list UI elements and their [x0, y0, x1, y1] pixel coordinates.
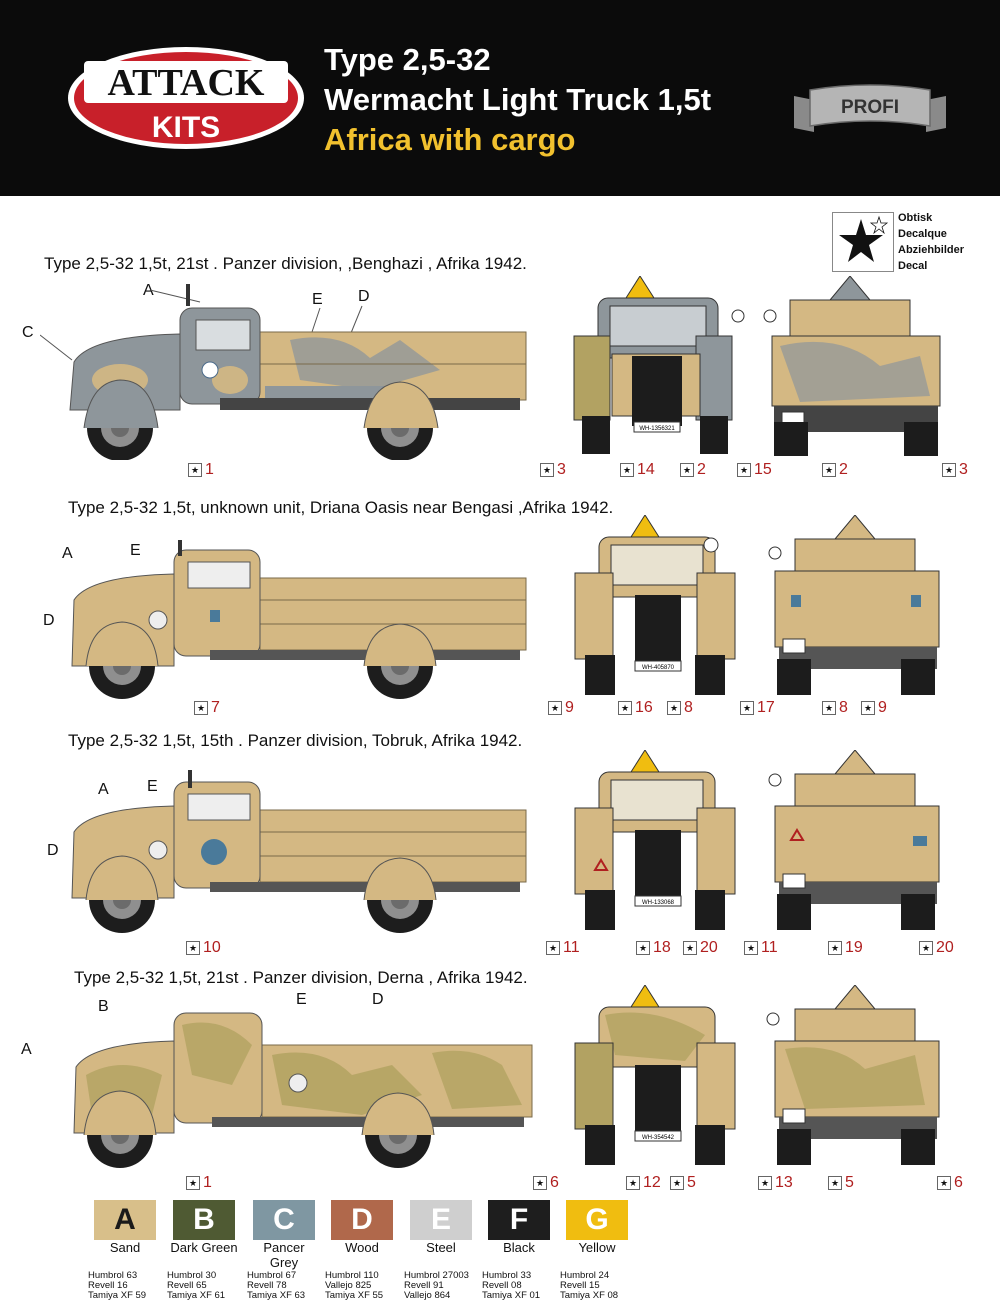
- decal-number: 20: [936, 939, 954, 956]
- title-vehicle: Wermacht Light Truck 1,5t: [324, 82, 712, 117]
- paint-code: Humbrol 30: [167, 1270, 217, 1281]
- swatch-a: A: [94, 1200, 156, 1240]
- scheme-2-side-view: [60, 540, 540, 705]
- decal-number: 17: [757, 699, 775, 716]
- swatch-f: F: [488, 1200, 550, 1240]
- swatch-c: C: [253, 1200, 315, 1240]
- swatch-name-c: Pancer Grey: [263, 1240, 305, 1270]
- swatch-name-d: Wood: [345, 1240, 379, 1255]
- scheme-3-front-plate: WH-133068: [641, 900, 675, 906]
- decal-number: 9: [565, 699, 574, 716]
- profi-badge: [790, 82, 950, 144]
- decal-number: 13: [775, 1174, 793, 1191]
- scheme-3-decal-10: ★ 10: [186, 939, 221, 957]
- decal-number: 5: [687, 1174, 696, 1191]
- scheme-3-rear-view: [765, 750, 945, 930]
- paint-code: Humbrol 110: [325, 1270, 379, 1281]
- scheme-4-letter-e: E: [296, 991, 307, 1008]
- decal-number: 11: [761, 939, 778, 956]
- title-type: Type 2,5-32: [324, 42, 491, 77]
- paint-code: Humbrol 63: [88, 1270, 138, 1281]
- paint-codes-c: [247, 1271, 323, 1301]
- decal-number: 3: [557, 461, 566, 478]
- paint-code: Revell 08: [482, 1280, 522, 1291]
- swatch-g: G: [566, 1200, 628, 1240]
- swatch-name-b: Dark Green: [170, 1240, 238, 1255]
- decal-number: 8: [839, 699, 848, 716]
- paint-code: Revell 78: [247, 1280, 287, 1291]
- swatch-e: E: [410, 1200, 472, 1240]
- scheme-4-decal-13: ★ 13: [758, 1174, 793, 1192]
- profi-label: PROFI: [840, 97, 900, 118]
- paint-codes-a: [88, 1271, 164, 1301]
- paint-code: Tamiya XF 61: [167, 1290, 226, 1301]
- decal-legend-fr: Decalque: [898, 228, 947, 240]
- decal-legend-de: Abziehbilder: [898, 244, 965, 256]
- decal-number: 2: [697, 461, 706, 478]
- paint-code: Vallejo 864: [404, 1290, 451, 1301]
- scheme-1-side-view: [40, 280, 540, 460]
- paint-code: Humbrol 27003: [404, 1270, 469, 1281]
- scheme-4-decal-5-front: ★ 5: [670, 1174, 696, 1192]
- scheme-1-decal-14: ★ 14: [620, 461, 655, 479]
- decal-number: 1: [203, 1174, 212, 1191]
- decal-number: 20: [700, 939, 718, 956]
- scheme-3-decal-18: ★ 18: [636, 939, 671, 957]
- paint-codes-b: [167, 1271, 243, 1301]
- scheme-3-caption: Type 2,5-32 1,5t, 15th . Panzer division, Tobruk, Afrika 1942.: [68, 731, 523, 750]
- decal-number: 2: [839, 461, 848, 478]
- paint-code: Tamiya XF 01: [482, 1290, 541, 1301]
- scheme-1-decal-2-rear: ★ 2: [822, 461, 848, 479]
- paint-code: Revell 65: [167, 1280, 207, 1291]
- swatch-d: D: [331, 1200, 393, 1240]
- paint-code: Humbrol 33: [482, 1270, 532, 1281]
- scheme-2-decal-7: ★ 7: [194, 699, 220, 717]
- decal-number: 10: [203, 939, 221, 956]
- decal-number: 5: [845, 1174, 854, 1191]
- decal-star-icon: [832, 212, 894, 272]
- decal-number: 15: [754, 461, 772, 478]
- scheme-4-decal-6-rear: ★ 6: [937, 1174, 963, 1192]
- scheme-3-decal-11-rear: ★ 11: [744, 939, 778, 957]
- scheme-1-decal-2-front: ★ 2: [680, 461, 706, 479]
- paint-code: Revell 91: [404, 1280, 444, 1291]
- decal-number: 14: [637, 461, 655, 478]
- decal-number: 3: [959, 461, 968, 478]
- paint-codes-g: [560, 1271, 636, 1301]
- scheme-1-caption: Type 2,5-32 1,5t, 21st . Panzer division, ,Benghazi , Afrika 1942.: [44, 254, 527, 273]
- scheme-2-decal-8-rear: ★ 8: [822, 699, 848, 717]
- swatch-name-f: Black: [503, 1240, 535, 1255]
- scheme-2-letter-d: D: [43, 612, 55, 629]
- decal-number: 19: [845, 939, 863, 956]
- scheme-4-decal-5-rear: ★ 5: [828, 1174, 854, 1192]
- decal-number: 1: [205, 461, 214, 478]
- scheme-2-front-view: [565, 515, 745, 695]
- decal-number: 8: [684, 699, 693, 716]
- scheme-1-decal-3-front: ★ 3: [540, 461, 566, 479]
- scheme-1-letter-c: C: [22, 324, 34, 341]
- scheme-2-letter-a: A: [62, 545, 73, 562]
- scheme-2-letter-e: E: [130, 542, 141, 559]
- scheme-1-letter-a: A: [143, 282, 154, 299]
- scheme-1-front-plate: WH-1356321: [639, 426, 675, 432]
- decal-number: 7: [211, 699, 220, 716]
- decal-number: 12: [643, 1174, 661, 1191]
- scheme-1-decal-15: ★ 15: [737, 461, 772, 479]
- paint-code: Humbrol 24: [560, 1270, 610, 1281]
- paint-code: Tamiya XF 55: [325, 1290, 384, 1301]
- scheme-1-decal-1: ★ 1: [188, 461, 214, 479]
- scheme-4-side-view: [62, 1005, 542, 1170]
- paint-code: Tamiya XF 08: [560, 1290, 619, 1301]
- scheme-3-letter-e: E: [147, 778, 158, 795]
- scheme-2-front-plate: WH-405870: [641, 665, 675, 671]
- swatch-name-e: Steel: [426, 1240, 456, 1255]
- decal-number: 6: [550, 1174, 559, 1191]
- decal-legend-cz: Obtisk: [898, 212, 933, 224]
- scheme-1-rear-view: [760, 276, 950, 456]
- paint-codes-e: [404, 1271, 480, 1301]
- scheme-4-caption: Type 2,5-32 1,5t, 21st . Panzer division, Derna , Afrika 1942.: [74, 968, 528, 987]
- scheme-3-decal-20-front: ★ 20: [683, 939, 718, 957]
- scheme-3-front-view: [565, 750, 745, 930]
- paint-codes-d: [325, 1271, 401, 1301]
- scheme-3-decal-20-rear: ★ 20: [919, 939, 954, 957]
- decal-number: 9: [878, 699, 887, 716]
- scheme-4-decal-12: ★ 12: [626, 1174, 661, 1192]
- title-subtitle: Africa with cargo: [324, 122, 576, 157]
- scheme-1-front-view: [560, 276, 750, 456]
- scheme-4-decal-6-front: ★ 6: [533, 1174, 559, 1192]
- attack-kits-logo: [66, 45, 306, 151]
- logo-bottom-text: KITS: [151, 111, 221, 144]
- decal-number: 18: [653, 939, 671, 956]
- scheme-3-decal-11-front: ★ 11: [546, 939, 580, 957]
- scheme-3-letter-a: A: [98, 781, 109, 798]
- scheme-4-front-view: [565, 985, 745, 1170]
- paint-code: Revell 16: [88, 1280, 128, 1291]
- scheme-3-letter-d: D: [47, 842, 59, 859]
- scheme-1-letter-e: E: [312, 291, 323, 308]
- scheme-4-letter-d: D: [372, 991, 384, 1008]
- swatch-name-a: Sand: [109, 1240, 141, 1255]
- scheme-4-front-plate: WH-354542: [641, 1135, 675, 1141]
- scheme-2-caption: Type 2,5-32 1,5t, unknown unit, Driana Oasis near Bengasi ,Afrika 1942.: [68, 498, 614, 517]
- header-banner: [0, 0, 1000, 196]
- scheme-4-letter-b: B: [98, 998, 109, 1015]
- paint-codes-f: [482, 1271, 558, 1301]
- scheme-4-decal-1: ★ 1: [186, 1174, 212, 1192]
- scheme-2-decal-17: ★ 17: [740, 699, 775, 717]
- decal-legend: [898, 210, 964, 274]
- logo-top-text: ATTACK: [107, 62, 265, 104]
- paint-code: Revell 15: [560, 1280, 600, 1291]
- scheme-3-decal-19: ★ 19: [828, 939, 863, 957]
- paint-code: Tamiya XF 63: [247, 1290, 306, 1301]
- swatch-name-g: Yellow: [578, 1240, 616, 1255]
- scheme-2-decal-9-rear: ★ 9: [861, 699, 887, 717]
- decal-number: 6: [954, 1174, 963, 1191]
- decal-legend-en: Decal: [898, 260, 928, 272]
- decal-number: 11: [563, 939, 580, 956]
- scheme-4-letter-a: A: [21, 1041, 32, 1058]
- scheme-2-decal-9-front: ★ 9: [548, 699, 574, 717]
- scheme-1-decal-3-rear: ★ 3: [942, 461, 968, 479]
- scheme-3-side-view: [60, 770, 540, 935]
- scheme-2-decal-16: ★ 16: [618, 699, 653, 717]
- paint-code: Tamiya XF 59: [88, 1290, 147, 1301]
- scheme-4-rear-view: [765, 985, 945, 1170]
- decal-number: 16: [635, 699, 653, 716]
- scheme-2-rear-view: [765, 515, 945, 695]
- scheme-1-letter-d: D: [358, 288, 370, 305]
- swatch-b: B: [173, 1200, 235, 1240]
- scheme-2-decal-8-front: ★ 8: [667, 699, 693, 717]
- paint-code: Humbrol 67: [247, 1270, 297, 1281]
- paint-code: Vallejo 825: [325, 1280, 372, 1291]
